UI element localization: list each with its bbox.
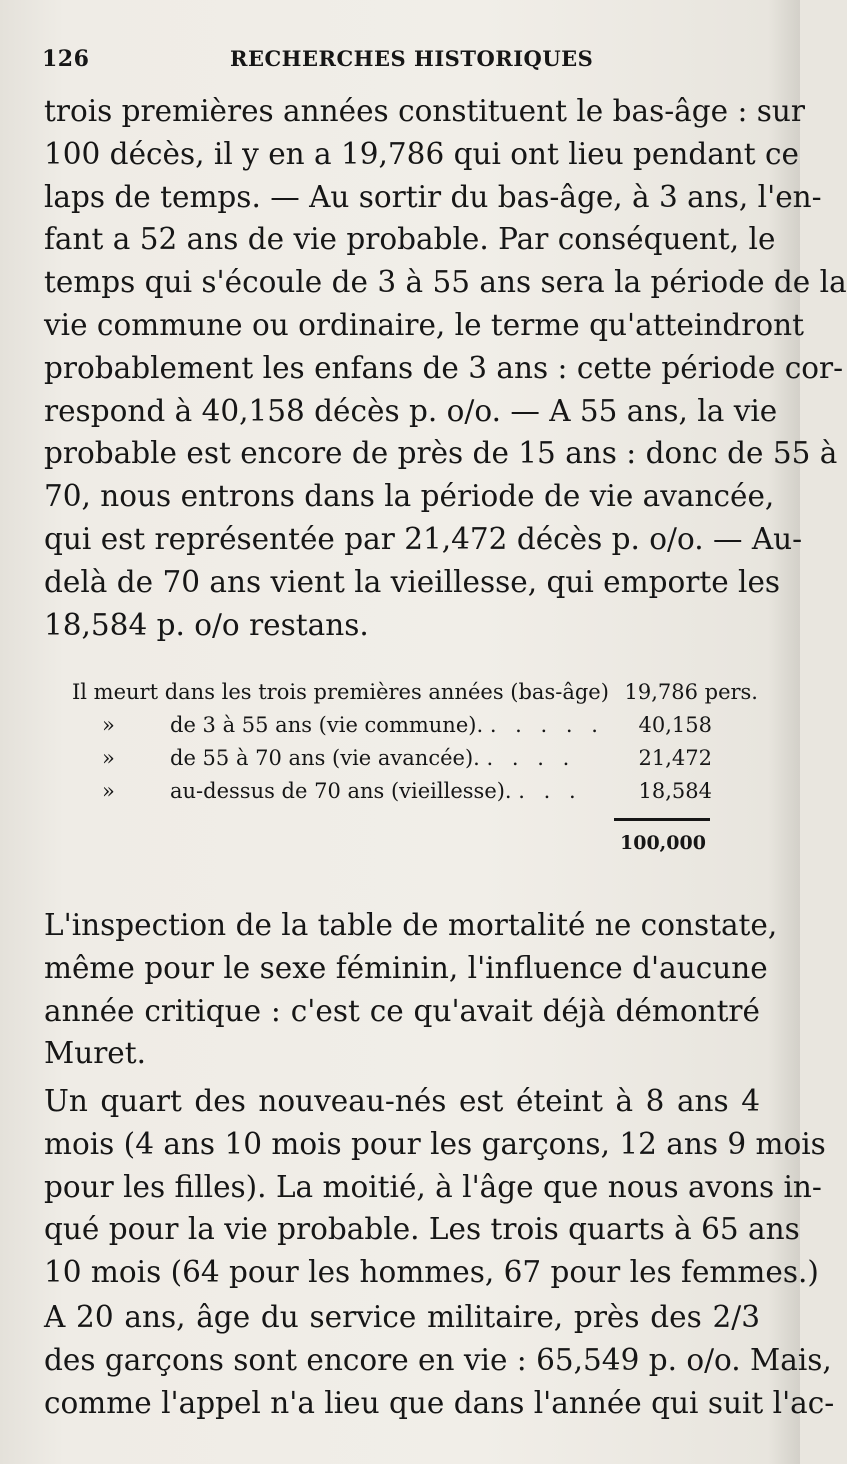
summary-label-text: au-dessus de 70 ans (vieillesse). (170, 779, 512, 803)
text-line: temps qui s'écoule de 3 à 55 ans sera la période de la (44, 265, 847, 300)
summary-label (170, 709, 604, 742)
summary-label (170, 775, 582, 808)
summary-value: 19,786 pers. (624, 680, 758, 704)
text-line: mois (4 ans 10 mois pour les garçons, 12 ans 9 mois (44, 1126, 826, 1161)
text-line: vie commune ou ordinaire, le terme qu'atteindront (44, 307, 804, 342)
text-line: 18,584 p. o/o restans. (44, 607, 369, 642)
text-line: Un quart des nouveau-nés est éteint à 8 ans 4 (44, 1084, 760, 1118)
text-line: qué pour la vie probable. Les trois quarts à 65 ans (44, 1212, 800, 1247)
page-number: 126 (42, 46, 90, 72)
page-header (42, 40, 760, 80)
summary-row (72, 775, 760, 808)
summary-row (72, 742, 760, 775)
summary-value: 40,158 (638, 713, 712, 737)
paragraph-3 (44, 1080, 826, 1294)
text-line: Muret. (44, 1036, 146, 1071)
leader-dots: . . . (518, 779, 582, 803)
text-line: comme l'appel n'a lieu que dans l'année qui suit l'ac- (44, 1385, 835, 1420)
text-line: 10 mois (64 pour les hommes, 67 pour les femmes.) (44, 1255, 819, 1290)
text-line: laps de temps. — Au sortir du bas-âge, à 3 ans, l'en- (44, 179, 822, 214)
leader-dots: . . . . . (489, 713, 604, 737)
text-line: fant a 52 ans de vie probable. Par conséquent, le (44, 222, 776, 257)
ditto-mark: » (102, 779, 115, 803)
ditto-mark: » (102, 713, 115, 737)
paragraph-2 (44, 904, 778, 1075)
text-line: qui est représentée par 21,472 décès p. o/o. — Au- (44, 521, 803, 556)
paragraph-4 (44, 1296, 835, 1424)
text-line: probable est encore de près de 15 ans : donc de 55 à (44, 436, 838, 471)
text-line: pour les filles). La moitié, à l'âge que nous avons in- (44, 1169, 822, 1204)
summary-total: 100,000 (620, 832, 706, 854)
total-rule (614, 818, 710, 821)
text-line: des garçons sont encore en vie : 65,549 p. o/o. Mais, (44, 1342, 832, 1377)
text-line: 70, nous entrons dans la période de vie avancée, (44, 479, 775, 514)
summary-value: 21,472 (638, 746, 712, 770)
text-line: delà de 70 ans vient la vieillesse, qui emporte les (44, 564, 781, 599)
summary-label: Il meurt dans les trois premières années (bas-âge) (72, 680, 609, 704)
text-line: respond à 40,158 décès p. o/o. — A 55 ans, la vie (44, 393, 778, 428)
summary-label-text: de 3 à 55 ans (vie commune). (170, 713, 484, 737)
text-line: trois premières années constituent le bas-âge : sur (44, 94, 806, 128)
summary-row (72, 709, 760, 742)
summary-label (170, 742, 575, 775)
text-line: 100 décès, il y en a 19,786 qui ont lieu pendant ce (44, 136, 800, 171)
running-head: RECHERCHES HISTORIQUES (230, 46, 594, 71)
text-line: L'inspection de la table de mortalité ne constate, (44, 908, 778, 942)
text-line: année critique : c'est ce qu'avait déjà démontré (44, 993, 760, 1028)
summary-value: 18,584 (638, 779, 712, 803)
summary-row (72, 676, 760, 709)
text-line: probablement les enfans de 3 ans : cette période cor- (44, 350, 844, 385)
leader-dots: . . . . (486, 746, 576, 770)
summary-label-text: de 55 à 70 ans (vie avancée). (170, 746, 480, 770)
mortality-summary-table (72, 676, 760, 808)
paragraph-1 (44, 90, 847, 646)
text-line: même pour le sexe féminin, l'influence d'aucune (44, 950, 768, 985)
text-line: A 20 ans, âge du service militaire, près des 2/3 (44, 1300, 760, 1334)
ditto-mark: » (102, 746, 115, 770)
